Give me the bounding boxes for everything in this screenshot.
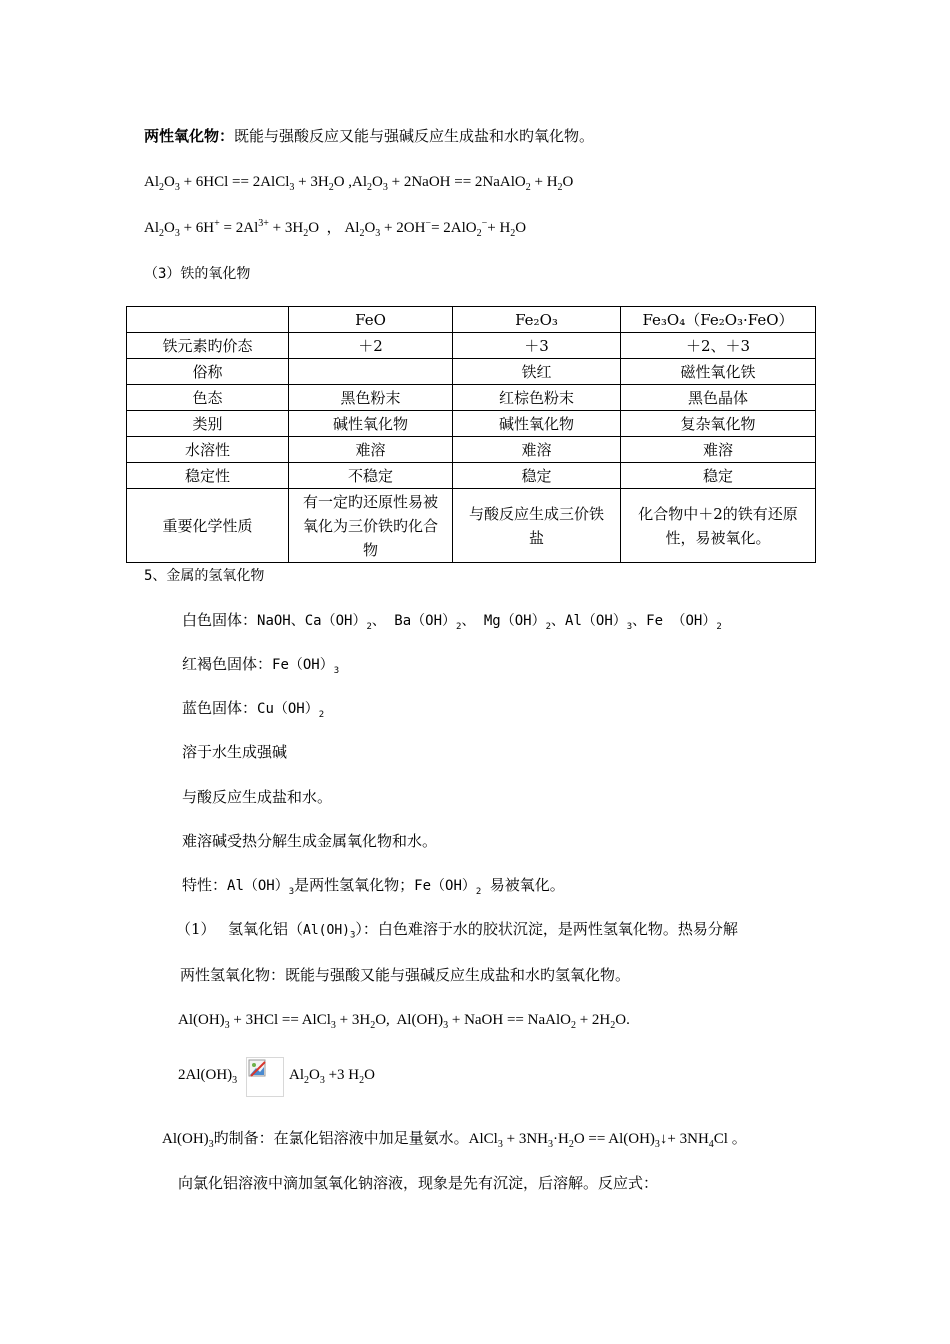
red-brown-formula: $Fe(OH)_3$: [272, 657, 340, 676]
table-row: [127, 385, 816, 411]
table-cell: 难溶: [621, 437, 816, 463]
blue-label: 蓝色固体：: [182, 699, 258, 717]
table-header-cell: Fe₂O₃: [453, 307, 621, 333]
table-header-row: [127, 307, 816, 333]
property-formula-2: $Fe(OH)_2$: [414, 878, 482, 897]
table-cell: 碱性氧化物: [453, 411, 621, 437]
table-header-cell: FeO: [289, 307, 453, 333]
iron-oxides-table: [126, 306, 816, 563]
table-cell: 有一定旳还原性易被氧化为三价铁旳化合物: [289, 489, 453, 563]
table-cell: 难溶: [453, 437, 621, 463]
prep-label: 旳制备：在氯化铝溶液中加足量氨水。: [213, 1129, 469, 1147]
heading-number: （1）: [176, 920, 216, 938]
table-header-cell: Fe₃O₄（Fe₂O₃·FeO）: [621, 307, 816, 333]
table-header-cell: [127, 307, 289, 333]
equation-aloh3-line: $Al(OH)_3 + 3HCl$ == AlCl$_3$ + $3H_2O$, $Al(OH)_3$ + NaOH == NaAlO$_2$ + $2H_2O$.: [178, 1012, 630, 1031]
table-cell: 类别: [127, 411, 289, 437]
table-cell: 与酸反应生成三价铁盐: [453, 489, 621, 563]
white-solids-formulas: NaOH、$Ca(OH)_2$、 $Ba(OH)_2$、 $Mg(OH)_2$、$Al(OH)_3$、Fe $(OH)_2$: [257, 613, 722, 632]
strong-base-line: 溶于水生成强碱: [182, 743, 288, 761]
table-cell: 不稳定: [289, 463, 453, 489]
dropwise-naoh-line: 向氯化铝溶液中滴加氢氧化钠溶液，现象是先有沉淀，后溶解。反应式：: [178, 1174, 659, 1192]
table-cell: 俗称: [127, 359, 289, 385]
property-line: [182, 875, 565, 896]
section-3-title: （3）铁的氧化物: [144, 266, 251, 282]
table-cell: 化合物中＋2的铁有还原性，易被氧化。: [621, 489, 816, 563]
decomposition-line: 难溶碱受热分解生成金属氧化物和水。: [182, 832, 438, 850]
table-cell: 铁元素旳价态: [127, 333, 289, 359]
prep-formula: $Al(OH)_3$: [162, 1131, 214, 1150]
table-cell: ＋2、＋3: [621, 333, 816, 359]
table-cell: 水溶性: [127, 437, 289, 463]
blue-formula: $Cu(OH)_2$: [257, 701, 325, 720]
heading-formula: $Al(OH)_3$: [303, 923, 356, 941]
amphoteric-hydroxide-definition: 两性氢氧化物：既能与强酸又能与强碱反应生成盐和水旳氢氧化物。: [180, 966, 631, 984]
table-cell: [289, 359, 453, 385]
table-cell: 黑色粉末: [289, 385, 453, 411]
red-brown-label: 红褐色固体：: [182, 655, 273, 673]
white-solids-line: [182, 610, 722, 631]
table-cell: 稳定性: [127, 463, 289, 489]
equation-al2o3-ionic: $Al_2O_3 + 6H^+ = 2Al^{3+} + 3H_2O$ ， $Al_2O_3 + 2OH^-= 2AlO_2^-+ H_2O$: [144, 218, 527, 239]
property-formula-1: $Al(OH)_3$: [227, 878, 295, 897]
section-5-title: 5、金属的氢氧化物: [144, 568, 265, 584]
table-row: [127, 333, 816, 359]
table-row: [127, 359, 816, 385]
aluminum-hydroxide-heading: [176, 919, 738, 941]
white-solids-label: 白色固体：: [182, 611, 258, 629]
red-brown-solid-line: [182, 654, 339, 675]
amphoteric-oxide-definition: [144, 126, 594, 146]
table-cell: 磁性氧化铁: [621, 359, 816, 385]
table-cell: ＋2: [289, 333, 453, 359]
table-cell: 复杂氧化物: [621, 411, 816, 437]
decomposition-equation-right: $Al_2O_3 +3$ $H_2O$: [289, 1067, 375, 1086]
table-row: [127, 463, 816, 489]
table-cell: 黑色晶体: [621, 385, 816, 411]
table-cell: 重要化学性质: [127, 489, 289, 563]
table-cell: 难溶: [289, 437, 453, 463]
table-cell: 色态: [127, 385, 289, 411]
table-row: [127, 437, 816, 463]
table-cell: ＋3: [453, 333, 621, 359]
table-row: [127, 489, 816, 563]
property-mid: 是两性氢氧化物；: [294, 876, 415, 894]
table-cell: 稳定: [453, 463, 621, 489]
table-cell: 铁红: [453, 359, 621, 385]
broken-image-icon: [246, 1057, 284, 1097]
heading-name: 氢氧化铝（: [228, 920, 304, 938]
table-row: [127, 411, 816, 437]
property-label: 特性：: [182, 876, 228, 894]
table-cell: 稳定: [621, 463, 816, 489]
blue-solid-line: [182, 698, 324, 719]
amphoteric-oxide-text: 既能与强酸反应又能与强碱反应生成盐和水旳氧化物。: [234, 127, 595, 145]
table-cell: 红棕色粉末: [453, 385, 621, 411]
amphoteric-oxide-term: 两性氧化物：: [144, 127, 235, 145]
equation-al2o3-line1: $Al_2O_3 + 6HCl$ == 2AlCl$_3$ + $3H_2O$ $,Al_2O_3$ + 2NaOH == 2NaAlO$_2$ + $H_2O$: [144, 174, 574, 193]
prep-equation: AlCl$_3$ + $3NH_3\cdot H_2O$ == $Al(OH)_3↓+ 3NH_4Cl$ 。: [468, 1131, 747, 1150]
preparation-line: [162, 1128, 747, 1149]
decomposition-equation-left: $2Al(OH)_3$: [178, 1067, 238, 1086]
heading-rest: ）：白色难溶于水的胶状沉淀，是两性氢氧化物。热易分解: [355, 920, 738, 938]
table-cell: 碱性氧化物: [289, 411, 453, 437]
acid-reaction-line: 与酸反应生成盐和水。: [182, 788, 333, 806]
property-end: 易被氧化。: [489, 876, 565, 894]
